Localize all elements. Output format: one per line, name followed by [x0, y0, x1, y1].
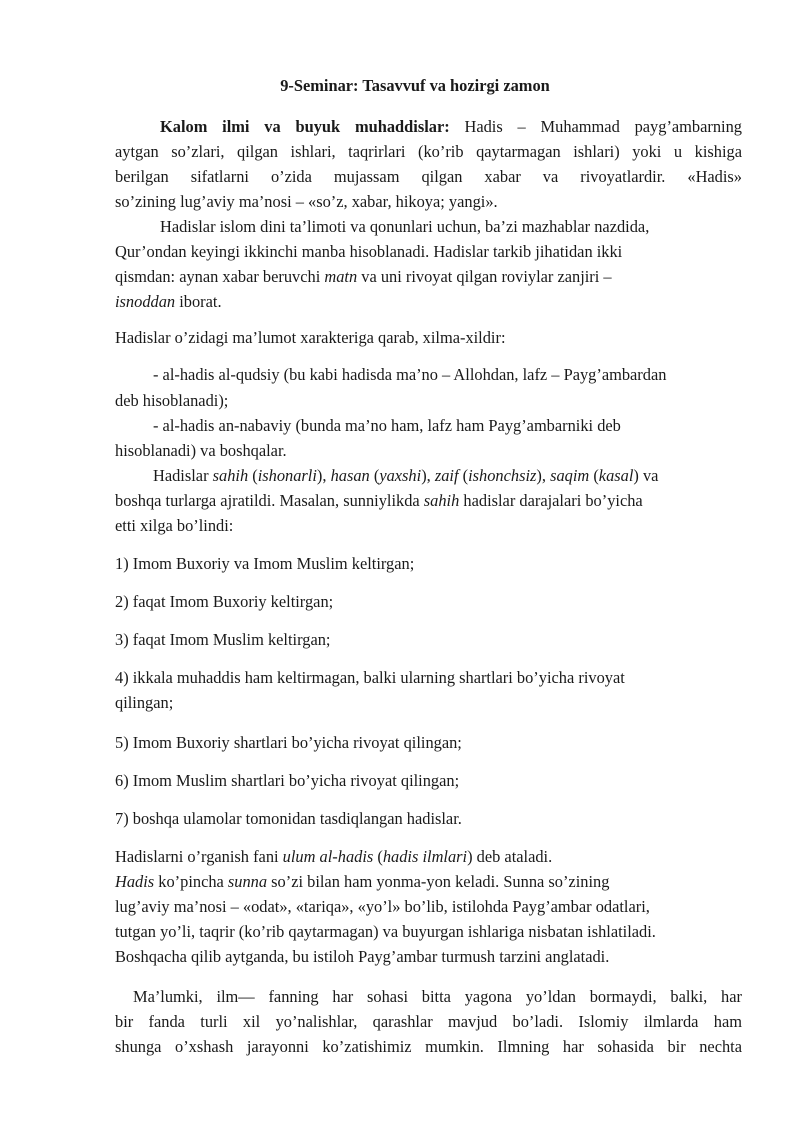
- paragraph-1-text: Hadis – Muhammad payg’ambarning: [449, 117, 742, 136]
- paragraph-2-line-4: [115, 292, 222, 312]
- paragraph-4-line-1: [153, 466, 658, 486]
- text-span: ),: [316, 466, 331, 485]
- text-span: iborat.: [175, 292, 222, 311]
- paragraph-5-line-3: lug’aviy ma’nosi – «odat», «tariqa», «yo’l» bo’lib, istilohda Payg’ambar odatlari,: [115, 897, 650, 916]
- paragraph-4-line-2: [115, 491, 643, 511]
- term: ishonchsiz: [468, 466, 537, 485]
- list-item: 6) Imom Muslim shartlari bo’yicha rivoyat qilingan;: [115, 771, 460, 790]
- list-item: 7) boshqa ulamolar tomonidan tasdiqlangan hadislar.: [115, 809, 462, 828]
- text-span: Hadislarni o’rganish fani: [115, 847, 283, 866]
- term: sahih: [212, 466, 249, 485]
- paragraph-5-line-4: tutgan yo’li, taqrir (ko’rib qaytarmagan) va buyurgan ishlariga nisbatan ishlatiladi.: [115, 922, 656, 941]
- paragraph-6-line-1: Ma’lumki, ilm— fanning har sohasi bitta yagona yo’ldan bormaydi, balki, har: [133, 987, 742, 1006]
- text-span: (: [458, 466, 469, 485]
- term: yaxshi: [379, 466, 422, 485]
- term: sunna: [227, 872, 268, 891]
- paragraph-1-line-4: so’zining lug’aviy ma’nosi – «so’z, xabar, hikoya; yangi».: [115, 192, 498, 211]
- term: Hadis: [115, 872, 155, 891]
- text-span: boshqa turlarga ajratildi. Masalan, sunniylikda: [115, 491, 424, 510]
- page-title: 9-Seminar: Tasavvuf va hozirgi zamon: [280, 76, 550, 95]
- term: sahih: [423, 491, 460, 510]
- term: ulum al-hadis: [282, 847, 374, 866]
- text-span: ko’pincha: [154, 872, 228, 891]
- text-span: so’zi bilan ham yonma-yon keladi. Sunna so’zining: [267, 872, 610, 891]
- paragraph-2-line-3: [115, 267, 612, 287]
- text-span: va uni rivoyat qilgan roviylar zanjiri –: [357, 267, 612, 286]
- text-span: ),: [421, 466, 435, 485]
- paragraph-2-line-2: Qur’ondan keyingi ikkinchi manba hisoblanadi. Hadislar tarkib jihatidan ikki: [115, 242, 623, 261]
- term-isnod: isnoddan: [115, 292, 176, 311]
- bullet-2-line-2: hisoblanadi) va boshqalar.: [115, 441, 287, 460]
- term: hadis ilmlari: [382, 847, 468, 866]
- paragraph-1-line-1: [160, 117, 742, 137]
- text-span: (: [369, 466, 380, 485]
- text-span: ),: [536, 466, 551, 485]
- paragraph-1-line-3: berilgan sifatlarni o’zida mujassam qilgan xabar va rivoyatlardir. «Hadis»: [115, 167, 742, 186]
- term: saqim: [550, 466, 590, 485]
- paragraph-4-line-3: etti xilga bo’lindi:: [115, 516, 234, 535]
- text-span: ) va: [633, 466, 659, 485]
- paragraph-5-line-5: Boshqacha qilib aytganda, bu istiloh Payg’ambar turmush tarzini anglatadi.: [115, 947, 610, 966]
- text-span: Hadislar: [153, 466, 213, 485]
- list-item: 2) faqat Imom Buxoriy keltirgan;: [115, 592, 334, 611]
- list-item: 1) Imom Buxoriy va Imom Muslim keltirgan;: [115, 554, 415, 573]
- list-item: 5) Imom Buxoriy shartlari bo’yicha rivoyat qilingan;: [115, 733, 462, 752]
- term-matn: matn: [324, 267, 358, 286]
- list-item: 4) ikkala muhaddis ham keltirmagan, balki ularning shartlari bo’yicha rivoyat: [115, 668, 625, 687]
- text-span: (: [248, 466, 258, 485]
- paragraph-2-line-1: Hadislar islom dini ta’limoti va qonunlari uchun, ba’zi mazhablar nazdida,: [160, 217, 650, 236]
- paragraph-1-line-2: aytgan so’zlari, qilgan ishlari, taqrirlari (ko’rib qaytarmagan ishlari) yoki u kishiga: [115, 142, 742, 161]
- paragraph-5-line-2: [115, 872, 609, 892]
- text-span: ) deb ataladi.: [467, 847, 553, 866]
- bullet-1-line-2: deb hisoblanadi);: [115, 391, 229, 410]
- bullet-2-line-1: - al-hadis an-nabaviy (bunda ma’no ham, lafz ham Payg’ambarniki deb: [153, 416, 621, 435]
- paragraph-6-line-3: shunga o’xshash jarayonni ko’zatishimiz mumkin. Ilmning har sohasida bir nechta: [115, 1037, 742, 1056]
- paragraph-5-line-1: [115, 847, 552, 867]
- text-span: hadislar darajalari bo’yicha: [459, 491, 643, 510]
- paragraph-6-line-2: bir fanda turli xil yo’nalishlar, qarashlar mavjud bo’ladi. Islomiy ilmlarda ham: [115, 1012, 742, 1031]
- term: zaif: [434, 466, 459, 485]
- term: ishonarli: [257, 466, 317, 485]
- term: hasan: [330, 466, 370, 485]
- text-span: (: [373, 847, 383, 866]
- paragraph-1-lead: Kalom ilmi va buyuk muhaddislar:: [160, 117, 450, 136]
- text-span: (: [589, 466, 599, 485]
- text-span: qismdan: aynan xabar beruvchi: [115, 267, 325, 286]
- term: kasal: [598, 466, 634, 485]
- paragraph-3: Hadislar o’zidagi ma’lumot xarakteriga qarab, xilma-xildir:: [115, 328, 506, 347]
- list-item-continuation: qilingan;: [115, 693, 174, 712]
- list-item: 3) faqat Imom Muslim keltirgan;: [115, 630, 331, 649]
- bullet-1-line-1: - al-hadis al-qudsiy (bu kabi hadisda ma’no – Allohdan, lafz – Payg’ambardan: [153, 365, 667, 384]
